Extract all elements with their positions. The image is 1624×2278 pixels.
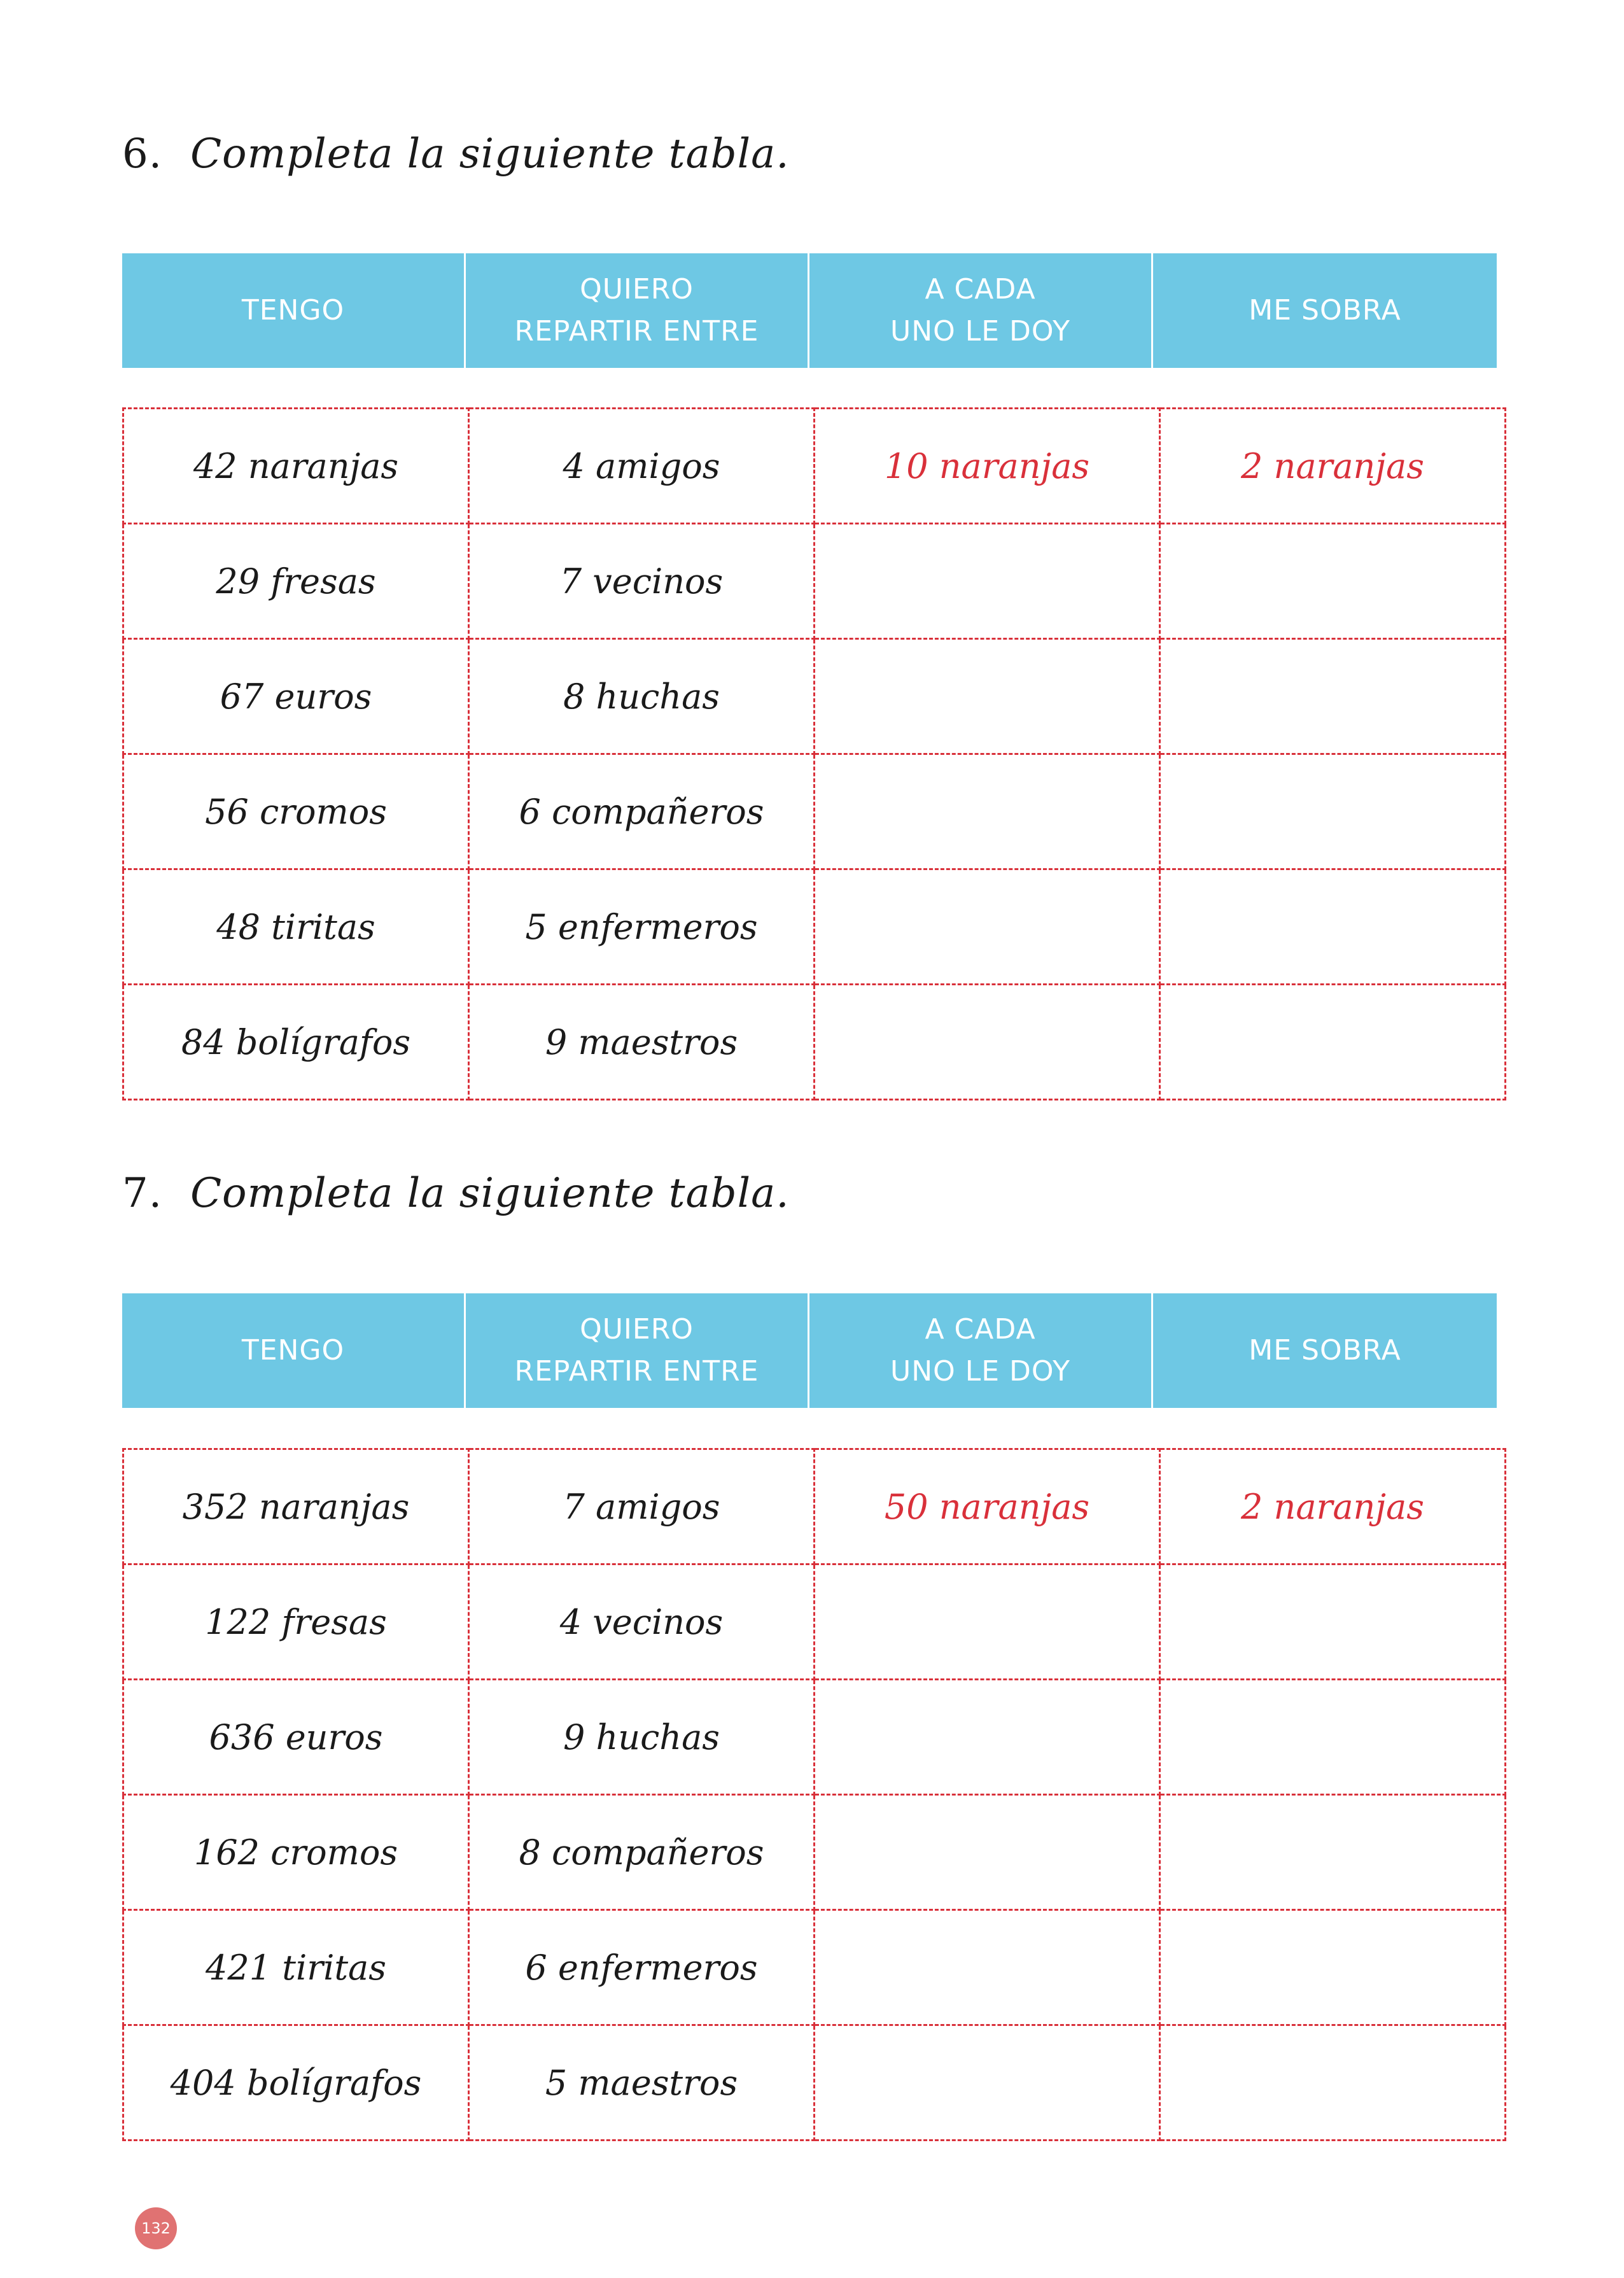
- exercise-6-header-row: [122, 253, 1497, 368]
- header-tengo: TENGO: [122, 253, 466, 368]
- table-row: [123, 524, 1506, 639]
- cell-repartir: 6 compañeros: [469, 754, 815, 869]
- cell-repartir: 4 amigos: [469, 409, 815, 524]
- header-me-sobra: ME SOBRA: [1153, 1293, 1497, 1408]
- cell-tengo: 162 cromos: [123, 1795, 469, 1910]
- page-number-badge: 132: [135, 2207, 177, 2249]
- cell-tengo: 56 cromos: [123, 754, 469, 869]
- exercise-6-title-text: Completa la siguiente tabla.: [190, 130, 790, 178]
- cell-tengo: 352 naranjas: [123, 1449, 469, 1564]
- cell-tengo: 122 fresas: [123, 1564, 469, 1680]
- cell-tengo: 67 euros: [123, 639, 469, 754]
- exercise-6-title: [122, 130, 790, 178]
- table-row: [123, 1449, 1506, 1564]
- table-row: [123, 754, 1506, 869]
- exercise-7-table: [122, 1448, 1506, 2141]
- cell-repartir: 9 maestros: [469, 985, 815, 1100]
- exercise-6-number: 6.: [122, 130, 163, 178]
- cell-me-sobra-blank[interactable]: [1160, 639, 1506, 754]
- table-row: [123, 985, 1506, 1100]
- cell-a-cada-uno-blank[interactable]: [815, 639, 1160, 754]
- exercise-7-number: 7.: [122, 1170, 163, 1217]
- cell-repartir: 4 vecinos: [469, 1564, 815, 1680]
- exercise-7-title-text: Completa la siguiente tabla.: [190, 1170, 790, 1217]
- cell-a-cada-uno-blank[interactable]: [815, 985, 1160, 1100]
- cell-me-sobra-blank[interactable]: [1160, 869, 1506, 985]
- cell-me-sobra-answer: 2 naranjas: [1160, 409, 1506, 524]
- cell-me-sobra-answer: 2 naranjas: [1160, 1449, 1506, 1564]
- cell-me-sobra-blank[interactable]: [1160, 985, 1506, 1100]
- cell-me-sobra-blank[interactable]: [1160, 1680, 1506, 1795]
- table-row: [123, 1564, 1506, 1680]
- cell-a-cada-uno-blank[interactable]: [815, 2025, 1160, 2141]
- cell-repartir: 5 enfermeros: [469, 869, 815, 985]
- cell-tengo: 421 tiritas: [123, 1910, 469, 2025]
- cell-tengo: 29 fresas: [123, 524, 469, 639]
- header-quiero-repartir-entre: QUIERO REPARTIR ENTRE: [466, 253, 809, 368]
- cell-a-cada-uno-blank[interactable]: [815, 524, 1160, 639]
- exercise-7-title: [122, 1170, 790, 1217]
- cell-tengo: 84 bolígrafos: [123, 985, 469, 1100]
- cell-a-cada-uno-blank[interactable]: [815, 754, 1160, 869]
- cell-tengo: 404 bolígrafos: [123, 2025, 469, 2141]
- table-row: [123, 2025, 1506, 2141]
- cell-repartir: 7 vecinos: [469, 524, 815, 639]
- exercise-6-table: [122, 407, 1506, 1100]
- cell-tengo: 48 tiritas: [123, 869, 469, 985]
- cell-a-cada-uno-blank[interactable]: [815, 1795, 1160, 1910]
- cell-a-cada-uno-blank[interactable]: [815, 1564, 1160, 1680]
- cell-repartir: 8 huchas: [469, 639, 815, 754]
- cell-repartir: 5 maestros: [469, 2025, 815, 2141]
- table-row: [123, 1680, 1506, 1795]
- cell-a-cada-uno-answer: 10 naranjas: [815, 409, 1160, 524]
- table-row: [123, 1795, 1506, 1910]
- cell-me-sobra-blank[interactable]: [1160, 2025, 1506, 2141]
- table-row: [123, 639, 1506, 754]
- cell-me-sobra-blank[interactable]: [1160, 524, 1506, 639]
- cell-repartir: 7 amigos: [469, 1449, 815, 1564]
- cell-a-cada-uno-blank[interactable]: [815, 1680, 1160, 1795]
- header-quiero-repartir-entre: QUIERO REPARTIR ENTRE: [466, 1293, 809, 1408]
- header-a-cada-uno-le-doy: A CADA UNO LE DOY: [809, 1293, 1153, 1408]
- table-row: [123, 409, 1506, 524]
- cell-repartir: 8 compañeros: [469, 1795, 815, 1910]
- cell-me-sobra-blank[interactable]: [1160, 1564, 1506, 1680]
- table-row: [123, 869, 1506, 985]
- cell-me-sobra-blank[interactable]: [1160, 1910, 1506, 2025]
- cell-a-cada-uno-answer: 50 naranjas: [815, 1449, 1160, 1564]
- cell-a-cada-uno-blank[interactable]: [815, 869, 1160, 985]
- cell-tengo: 42 naranjas: [123, 409, 469, 524]
- table-row: [123, 1910, 1506, 2025]
- header-me-sobra: ME SOBRA: [1153, 253, 1497, 368]
- cell-me-sobra-blank[interactable]: [1160, 754, 1506, 869]
- cell-repartir: 9 huchas: [469, 1680, 815, 1795]
- header-a-cada-uno-le-doy: A CADA UNO LE DOY: [809, 253, 1153, 368]
- cell-a-cada-uno-blank[interactable]: [815, 1910, 1160, 2025]
- cell-tengo: 636 euros: [123, 1680, 469, 1795]
- exercise-7-header-row: [122, 1293, 1497, 1408]
- cell-me-sobra-blank[interactable]: [1160, 1795, 1506, 1910]
- cell-repartir: 6 enfermeros: [469, 1910, 815, 2025]
- header-tengo: TENGO: [122, 1293, 466, 1408]
